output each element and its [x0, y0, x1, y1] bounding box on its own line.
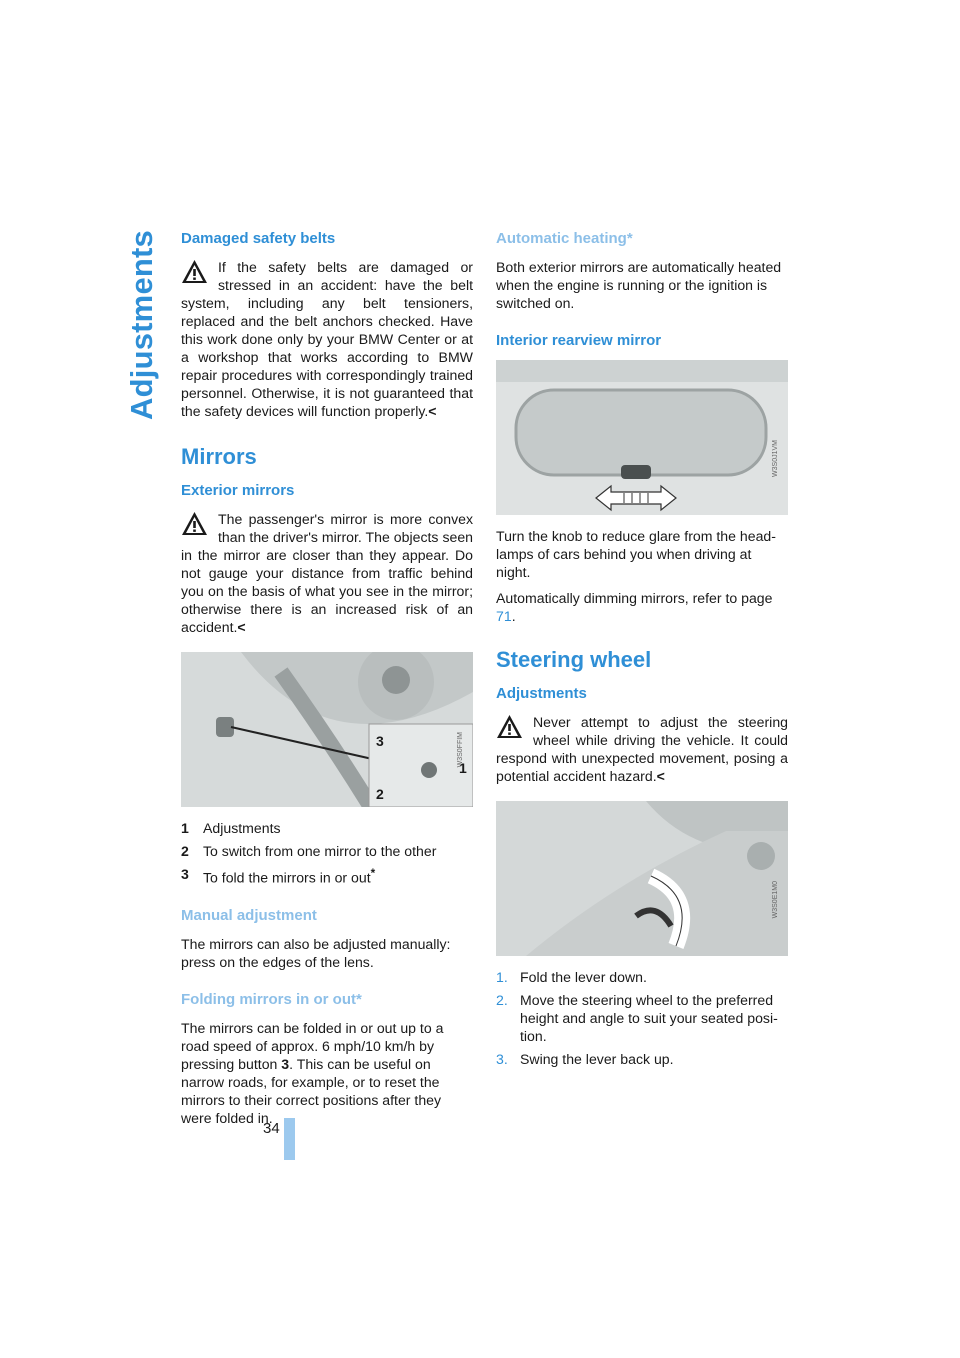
right-column — [496, 230, 788, 1088]
automatic-heating-section — [496, 230, 788, 312]
legend-item: 3 To fold the mirrors in or out* — [181, 866, 376, 886]
automatic-heating-heading: Automatic heating* — [496, 230, 633, 247]
folding-mirrors-heading: Folding mirrors in or out* — [181, 990, 362, 1008]
end-mark: < — [237, 619, 246, 635]
steering-steps — [496, 968, 788, 1068]
rearview-mirror-heading: Interior rearview mirror — [496, 332, 662, 349]
warning-block — [181, 258, 473, 420]
manual-adjustment-section — [181, 907, 473, 971]
mirror-warning-text: The passenger's mirror is more convex than the driver's mirror. The objects seen in the mirror are closer than they appear. Do not gauge your distance from traffic behind you on the basis of what you see in the mirror; otherwise there is an increased risk of an accident. — [181, 511, 473, 635]
warning-triangle-icon — [181, 510, 208, 537]
warning-block — [181, 510, 473, 636]
damaged-belts-section — [181, 230, 473, 420]
figure-code: W3S0FFIM — [457, 732, 464, 768]
figure-code: W3S0J1VM — [772, 440, 779, 477]
legend-item: 1 Adjustments — [181, 820, 281, 836]
step-item: 2. Move the steering wheel to the preferred height and angle to suit your seated position. — [496, 992, 778, 1044]
manual-adjustment-heading: Manual adjustment — [181, 906, 317, 924]
manual-adjustment-text: The mirrors can also be adjusted manually: press on the edges of the lens. — [181, 935, 451, 970]
end-mark: < — [656, 768, 665, 784]
warning-block — [496, 713, 788, 785]
chapter-side-title — [120, 230, 164, 430]
automatic-heating-text: Both exterior mirrors are automatically heated when the engine is running or the ignition is switched on. — [496, 259, 782, 311]
option-star: * — [370, 867, 376, 880]
step-item: 1. Fold the lever down. — [496, 969, 647, 985]
rearview-mirror-figure — [496, 360, 788, 515]
mirrors-heading: Mirrors — [181, 444, 257, 469]
warning-triangle-icon — [181, 258, 208, 285]
damaged-belts-warning-text: If the safety belts are damaged or stressed in an accident: have the belt system, including any belt tensioners, replaced and the belt anchors checked. Have this work done only by your BMW Center or at a workshop that works according to BMW repair procedures with correspondingly trained personnel. Otherwise, it is not guaranteed that the safety devices will function properly. — [181, 259, 473, 419]
callout-1: 1 — [459, 760, 467, 776]
page-71-link[interactable]: 71 — [496, 608, 512, 624]
rearview-mirror-section — [496, 332, 788, 625]
chapter-title-text: Adjustments — [124, 230, 159, 420]
callout-2: 2 — [376, 786, 384, 802]
folding-mirrors-text: The mirrors can be folded in or out up to a road speed of approx. 6 mph/10 km/h by pressing button 3. This can be useful on narrow roads, for example, or to reset the mirrors to their correct positions after they were folded in. — [181, 1019, 444, 1126]
exterior-mirrors-heading: Exterior mirrors — [181, 482, 295, 499]
mirror-legend — [181, 819, 473, 887]
step-item: 3. Swing the lever back up. — [496, 1051, 674, 1067]
rearview-glare-text: Turn the knob to reduce glare from the headlamps of cars behind you when driving at night. — [496, 528, 776, 580]
folding-mirrors-section — [181, 991, 473, 1127]
end-mark: < — [428, 403, 437, 419]
legend-item: 2 To switch from one mirror to the other — [181, 843, 437, 859]
steering-lever-figure — [496, 801, 788, 956]
figure-code: W3S0E1M0 — [772, 881, 779, 919]
steering-wheel-section — [496, 647, 788, 1068]
steering-adjustments-heading: Adjustments — [496, 685, 587, 702]
page-number: 34 — [263, 1120, 280, 1137]
mirrors-section — [181, 444, 473, 887]
damaged-belts-heading: Damaged safety belts — [181, 230, 336, 247]
exterior-mirror-switch-figure — [181, 652, 473, 807]
callout-3: 3 — [376, 733, 384, 749]
page-bar — [284, 1118, 295, 1160]
warning-triangle-icon — [496, 713, 523, 740]
steering-warning-text: Never attempt to adjust the steering wheel while driving the vehicle. It could respond with unexpected movement, posing a potential accident hazard. — [496, 714, 788, 784]
rearview-dimming-text: Automatically dimming mirrors, refer to page 71. — [496, 590, 773, 624]
left-column — [181, 230, 473, 1147]
steering-wheel-heading: Steering wheel — [496, 647, 652, 672]
